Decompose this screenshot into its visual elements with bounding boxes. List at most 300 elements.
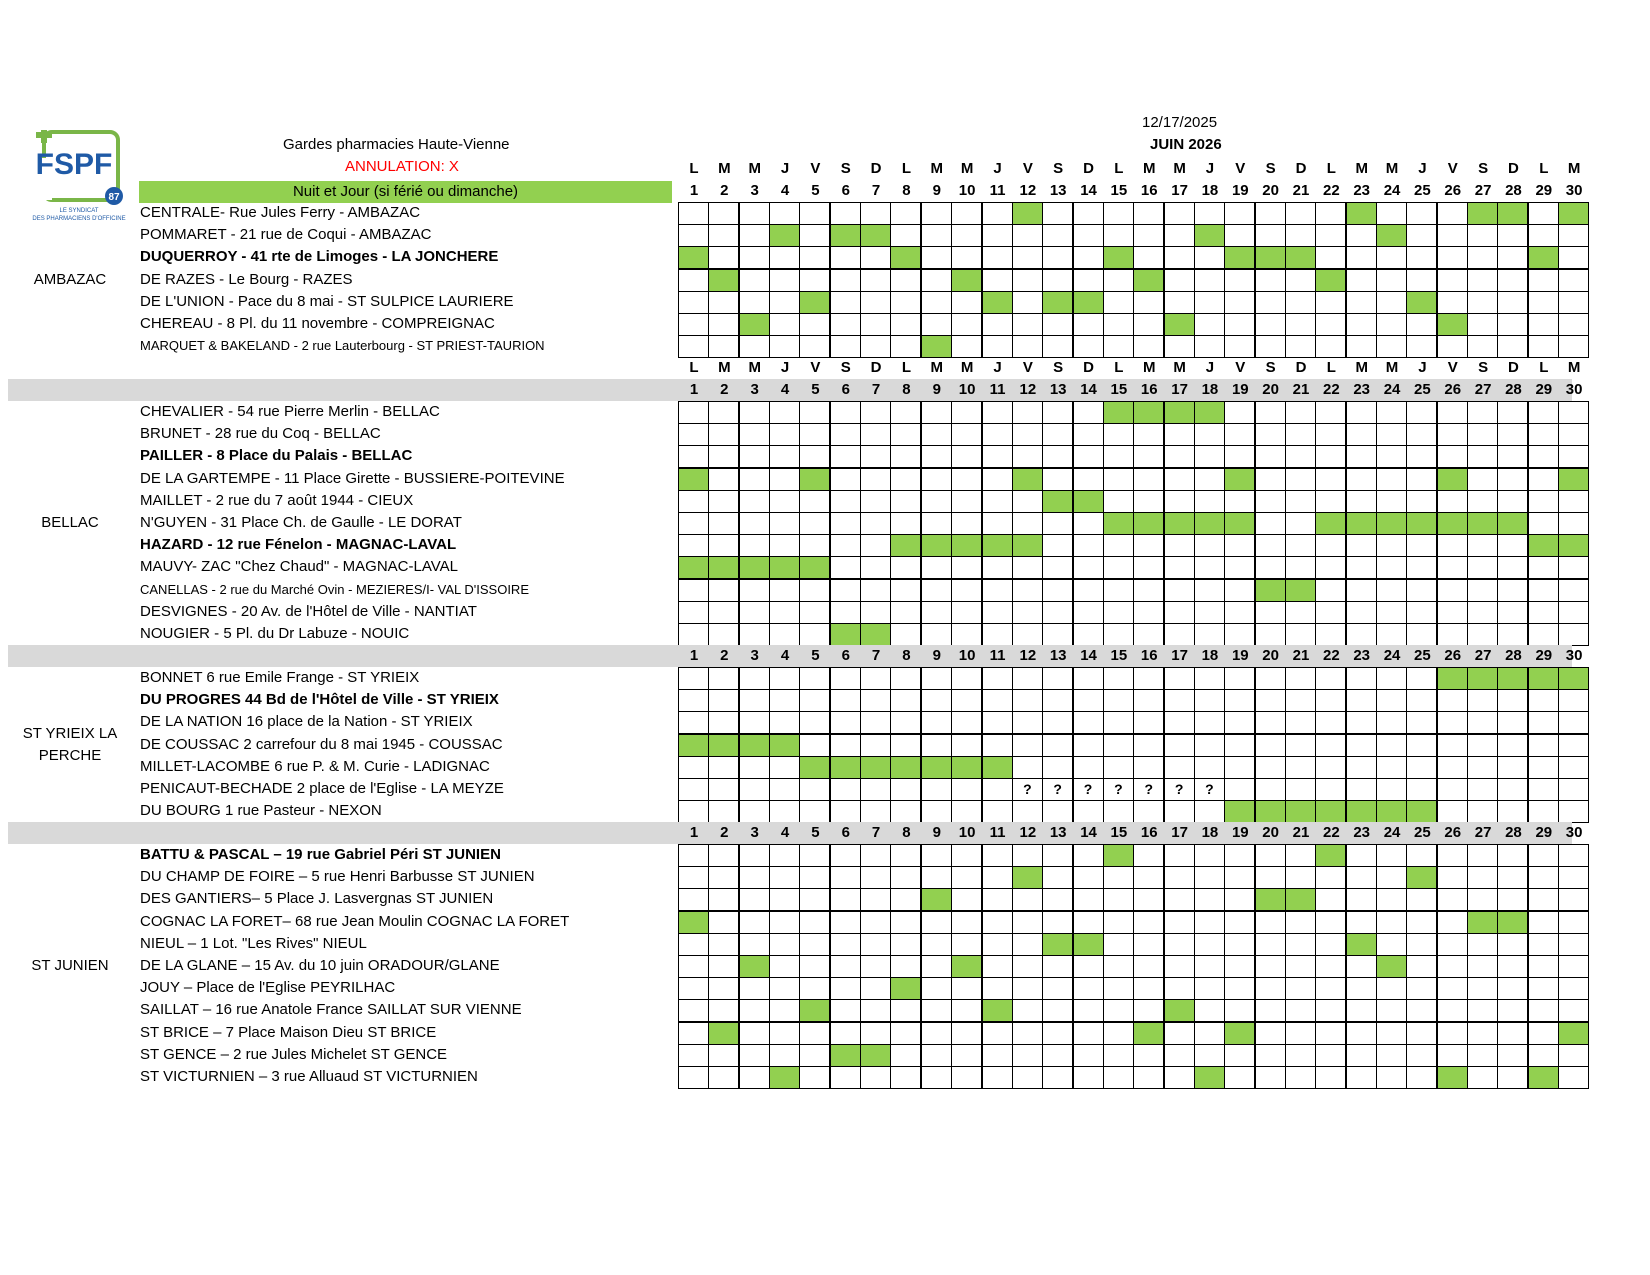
schedule-cell [1315, 734, 1346, 757]
schedule-cell [1255, 933, 1286, 956]
schedule-cell [1346, 888, 1377, 911]
schedule-cell [1133, 623, 1164, 646]
day-header: 23 [1353, 647, 1371, 664]
schedule-cell [860, 933, 891, 956]
schedule-cell [1224, 977, 1255, 1000]
weekday-header: M [748, 160, 761, 177]
weekday-header: L [1539, 359, 1549, 376]
schedule-cell [1285, 778, 1316, 801]
schedule-cell [830, 866, 861, 889]
weekday-header: S [1265, 160, 1276, 177]
schedule-cell [708, 490, 739, 513]
schedule-cell [1103, 977, 1134, 1000]
day-header: 1 [689, 647, 699, 664]
schedule-cell [739, 246, 770, 269]
schedule-cell [708, 734, 739, 757]
schedule-cell [1406, 933, 1437, 956]
schedule-cell [769, 512, 800, 535]
schedule-cell [830, 623, 861, 646]
day-header: 27 [1474, 824, 1492, 841]
schedule-cell [1194, 1022, 1225, 1045]
schedule-cell [1406, 1022, 1437, 1045]
schedule-cell [890, 1022, 921, 1045]
schedule-cell [1103, 269, 1134, 292]
schedule-cell [1103, 401, 1134, 424]
schedule-cell [1437, 844, 1468, 867]
schedule-cell [1315, 1022, 1346, 1045]
schedule-cell [708, 667, 739, 690]
schedule-cell [982, 888, 1013, 911]
schedule-cell [1528, 911, 1559, 934]
schedule-cell [1315, 556, 1346, 579]
schedule-cell [982, 734, 1013, 757]
schedule-cell [1255, 601, 1286, 624]
schedule-cell [1406, 534, 1437, 557]
schedule-cell [739, 623, 770, 646]
schedule-cell [1376, 601, 1407, 624]
day-header: 13 [1049, 647, 1067, 664]
schedule-cell [678, 556, 709, 579]
day-header: 27 [1474, 381, 1492, 398]
day-header: 11 [989, 824, 1006, 841]
schedule-cell [708, 534, 739, 557]
schedule-cell [1285, 623, 1316, 646]
schedule-cell [890, 534, 921, 557]
schedule-cell [830, 512, 861, 535]
schedule-cell [1376, 291, 1407, 314]
schedule-cell [769, 202, 800, 225]
schedule-cell [799, 711, 830, 734]
schedule-cell [799, 601, 830, 624]
schedule-cell [1194, 534, 1225, 557]
schedule-cell [1285, 246, 1316, 269]
edition-date: 12/17/2025 [1142, 114, 1218, 131]
pharmacy-name: N'GUYEN - 31 Place Ch. de Gaulle - LE DORAT [140, 514, 462, 531]
schedule-cell [1497, 955, 1528, 978]
schedule-cell [1103, 601, 1134, 624]
schedule-cell [921, 1022, 952, 1045]
schedule-cell [1103, 689, 1134, 712]
schedule-cell [1376, 490, 1407, 513]
schedule-cell [1346, 335, 1377, 358]
schedule-cell [860, 911, 891, 934]
schedule-cell [830, 689, 861, 712]
schedule-cell [1406, 269, 1437, 292]
schedule-cell [1558, 490, 1589, 513]
pharmacy-name: DE LA GLANE – 15 Av. du 10 juin ORADOUR/GLANE [140, 957, 500, 974]
schedule-cell [799, 844, 830, 867]
schedule-cell [1164, 1022, 1195, 1045]
weekday-header: D [1295, 359, 1307, 376]
schedule-cell [1224, 423, 1255, 446]
schedule-cell [890, 224, 921, 247]
schedule-cell [1255, 623, 1286, 646]
schedule-cell [1285, 269, 1316, 292]
schedule-cell [678, 711, 709, 734]
weekday-header: M [1567, 359, 1581, 376]
schedule-cell [1528, 1066, 1559, 1089]
schedule-cell [830, 335, 861, 358]
schedule-cell [1558, 313, 1589, 336]
day-header: 10 [958, 381, 976, 398]
schedule-cell [1467, 800, 1498, 823]
schedule-cell [1346, 468, 1377, 491]
schedule-cell [1315, 999, 1346, 1022]
schedule-cell [860, 955, 891, 978]
schedule-cell [860, 689, 891, 712]
schedule-cell [1406, 800, 1437, 823]
day-header: 15 [1110, 182, 1128, 199]
schedule-cell [860, 756, 891, 779]
schedule-cell [1346, 667, 1377, 690]
schedule-cell [1376, 888, 1407, 911]
schedule-cell [860, 313, 891, 336]
schedule-cell [678, 844, 709, 867]
schedule-cell [1497, 445, 1528, 468]
day-header: 18 [1201, 824, 1219, 841]
pharmacy-name: SAILLAT – 16 rue Anatole France SAILLAT SUR VIENNE [140, 1001, 522, 1019]
schedule-cell [799, 246, 830, 269]
schedule-cell [1346, 202, 1377, 225]
schedule-cell [1406, 711, 1437, 734]
schedule-cell [890, 269, 921, 292]
schedule-cell [1224, 911, 1255, 934]
schedule-cell [860, 202, 891, 225]
schedule-cell [1467, 490, 1498, 513]
schedule-cell [1133, 977, 1164, 1000]
schedule-cell [921, 202, 952, 225]
schedule-cell [1528, 623, 1559, 646]
schedule-cell [1406, 888, 1437, 911]
pharmacy-name: JOUY – Place de l'Eglise PEYRILHAC [140, 979, 396, 997]
day-header: 27 [1474, 182, 1492, 199]
schedule-cell [1012, 1022, 1043, 1045]
schedule-cell [1133, 711, 1164, 734]
schedule-cell [1255, 1044, 1286, 1067]
schedule-cell [890, 977, 921, 1000]
schedule-cell [1437, 1022, 1468, 1045]
day-header: 24 [1383, 381, 1401, 398]
weekday-header: L [1326, 160, 1336, 177]
schedule-cell [1073, 445, 1104, 468]
schedule-cell [982, 689, 1013, 712]
schedule-cell [1255, 1022, 1286, 1045]
schedule-cell [1042, 401, 1073, 424]
schedule-cell [1315, 911, 1346, 934]
schedule-cell [1497, 490, 1528, 513]
schedule-cell [1133, 756, 1164, 779]
schedule-cell [1255, 556, 1286, 579]
schedule-cell [708, 1066, 739, 1089]
schedule-cell [1133, 689, 1164, 712]
day-header: 2 [720, 647, 729, 664]
schedule-cell [739, 512, 770, 535]
schedule-cell [1528, 335, 1559, 358]
schedule-cell [1103, 335, 1134, 358]
schedule-cell [1315, 579, 1346, 602]
schedule-cell [1042, 756, 1073, 779]
schedule-cell [739, 689, 770, 712]
schedule-cell [739, 423, 770, 446]
schedule-cell [1376, 534, 1407, 557]
schedule-cell [1012, 246, 1043, 269]
schedule-cell [799, 734, 830, 757]
schedule-cell [708, 800, 739, 823]
day-header: 13 [1049, 182, 1067, 199]
schedule-cell [678, 423, 709, 446]
schedule-cell [678, 888, 709, 911]
schedule-cell [1528, 556, 1559, 579]
day-header: 8 [902, 182, 911, 199]
schedule-cell [1376, 579, 1407, 602]
schedule-cell [1315, 269, 1346, 292]
schedule-cell [1528, 202, 1559, 225]
schedule-cell [1012, 866, 1043, 889]
schedule-cell [678, 999, 709, 1022]
day-header: 10 [958, 647, 976, 664]
schedule-cell [1042, 490, 1073, 513]
schedule-cell [1103, 911, 1134, 934]
schedule-cell [1103, 734, 1134, 757]
weekday-header: V [1022, 160, 1033, 177]
schedule-cell [1497, 933, 1528, 956]
schedule-cell [1042, 933, 1073, 956]
schedule-cell [1315, 1066, 1346, 1089]
schedule-cell [1042, 1044, 1073, 1067]
schedule-cell [1224, 1044, 1255, 1067]
schedule-cell [1528, 1044, 1559, 1067]
schedule-cell [1255, 800, 1286, 823]
schedule-cell [1103, 888, 1134, 911]
schedule-cell [982, 667, 1013, 690]
schedule-cell [1558, 911, 1589, 934]
schedule-cell [799, 756, 830, 779]
pharmacy-name: ST GENCE – 2 rue Jules Michelet ST GENCE [140, 1045, 448, 1063]
schedule-cell [1164, 291, 1195, 314]
schedule-cell [708, 556, 739, 579]
schedule-cell [1346, 291, 1377, 314]
schedule-cell [890, 933, 921, 956]
schedule-cell [1437, 291, 1468, 314]
schedule-cell [739, 778, 770, 801]
schedule-cell [830, 401, 861, 424]
schedule-cell [678, 445, 709, 468]
schedule-cell [1012, 534, 1043, 557]
schedule-cell [1376, 335, 1407, 358]
schedule-cell [1194, 844, 1225, 867]
pharmacy-name: DUQUERROY - 41 rte de Limoges - LA JONCHERE [140, 248, 499, 266]
schedule-cell [1346, 313, 1377, 336]
schedule-cell [1467, 291, 1498, 314]
schedule-cell [921, 512, 952, 535]
schedule-cell [1224, 468, 1255, 491]
schedule-cell [890, 844, 921, 867]
schedule-cell [708, 756, 739, 779]
schedule-cell [1406, 579, 1437, 602]
day-header: 6 [841, 824, 850, 841]
schedule-cell [1558, 778, 1589, 801]
day-header: 19 [1231, 824, 1249, 841]
schedule-cell: ? [1012, 778, 1043, 801]
schedule-cell [1406, 512, 1437, 535]
pharmacy-name: PENICAUT-BECHADE 2 place de l'Eglise - LA MEYZE [140, 780, 504, 797]
schedule-cell [1164, 623, 1195, 646]
schedule-cell [1194, 313, 1225, 336]
schedule-cell [1133, 888, 1164, 911]
schedule-cell [1528, 601, 1559, 624]
schedule-cell [769, 601, 800, 624]
schedule-cell [1012, 401, 1043, 424]
weekday-header: M [1385, 160, 1399, 177]
schedule-cell [1103, 844, 1134, 867]
schedule-cell [860, 999, 891, 1022]
day-header: 16 [1140, 647, 1158, 664]
schedule-cell [1133, 800, 1164, 823]
schedule-cell [1467, 401, 1498, 424]
schedule-cell [1255, 689, 1286, 712]
weekday-header: D [1083, 359, 1094, 376]
schedule-cell [769, 1022, 800, 1045]
schedule-cell [1194, 490, 1225, 513]
schedule-cell [1497, 711, 1528, 734]
schedule-cell [769, 1044, 800, 1067]
day-header: 23 [1353, 182, 1371, 199]
schedule-cell [1224, 579, 1255, 602]
schedule-cell [1467, 335, 1498, 358]
schedule-cell [1285, 534, 1316, 557]
schedule-cell [1558, 689, 1589, 712]
schedule-cell [890, 579, 921, 602]
schedule-cell [1376, 866, 1407, 889]
schedule-cell [1528, 844, 1559, 867]
schedule-cell [1255, 512, 1286, 535]
schedule-cell [739, 866, 770, 889]
schedule-cell [799, 667, 830, 690]
schedule-cell [1558, 623, 1589, 646]
schedule-cell [1285, 756, 1316, 779]
pharmacy-name: DE COUSSAC 2 carrefour du 8 mai 1945 - COUSSAC [140, 735, 503, 753]
pharmacy-name: ST BRICE – 7 Place Maison Dieu ST BRICE [140, 1023, 437, 1041]
schedule-cell [1012, 756, 1043, 779]
schedule-cell [890, 888, 921, 911]
schedule-cell [1376, 269, 1407, 292]
schedule-cell [1164, 999, 1195, 1022]
schedule-cell [1255, 313, 1286, 336]
schedule-cell [1012, 977, 1043, 1000]
day-header: 20 [1262, 824, 1279, 841]
day-header: 4 [780, 381, 790, 398]
schedule-cell [1285, 556, 1316, 579]
schedule-cell [1467, 556, 1498, 579]
schedule-cell [1042, 734, 1073, 757]
schedule-cell [830, 534, 861, 557]
schedule-cell [1406, 313, 1437, 336]
schedule-cell [951, 423, 982, 446]
schedule-cell [1194, 556, 1225, 579]
schedule-cell [1042, 512, 1073, 535]
schedule-cell [1285, 689, 1316, 712]
schedule-cell [1042, 866, 1073, 889]
schedule-cell [1285, 1044, 1316, 1067]
weekday-header: M [930, 359, 944, 376]
day-header: 14 [1080, 647, 1097, 664]
day-header: 18 [1201, 381, 1219, 398]
schedule-cell [1315, 490, 1346, 513]
weekday-header: S [1478, 359, 1489, 376]
day-header: 22 [1323, 381, 1340, 398]
schedule-cell [860, 866, 891, 889]
schedule-cell [1528, 224, 1559, 247]
schedule-cell [1224, 756, 1255, 779]
schedule-cell [951, 1066, 982, 1089]
schedule-cell [1164, 689, 1195, 712]
schedule-cell [1315, 423, 1346, 446]
schedule-cell [799, 202, 830, 225]
schedule-cell [1497, 1066, 1528, 1089]
schedule-cell [678, 800, 709, 823]
schedule-cell [708, 601, 739, 624]
schedule-cell [1285, 955, 1316, 978]
day-header: 27 [1474, 647, 1492, 664]
schedule-cell [1133, 202, 1164, 225]
schedule-cell [1528, 933, 1559, 956]
schedule-cell [951, 933, 982, 956]
schedule-cell [1224, 224, 1255, 247]
schedule-cell [1346, 999, 1377, 1022]
schedule-cell [1346, 556, 1377, 579]
schedule-cell [739, 911, 770, 934]
schedule-cell [1467, 468, 1498, 491]
schedule-cell [1224, 888, 1255, 911]
schedule-cell [1012, 1066, 1043, 1089]
schedule-cell [799, 778, 830, 801]
weekday-header: M [960, 359, 974, 376]
schedule-cell [1528, 866, 1559, 889]
schedule-cell [1376, 313, 1407, 336]
schedule-cell [1346, 711, 1377, 734]
schedule-cell [1315, 778, 1346, 801]
schedule-cell [1406, 401, 1437, 424]
schedule-cell [1285, 601, 1316, 624]
schedule-cell [1194, 246, 1225, 269]
weekday-header: J [1418, 359, 1427, 376]
schedule-cell [1467, 1066, 1498, 1089]
group-name: ST YRIEIX LA PERCHE [22, 724, 118, 764]
schedule-cell [769, 445, 800, 468]
schedule-cell [1528, 955, 1559, 978]
schedule-cell [1437, 556, 1468, 579]
day-header: 2 [720, 381, 729, 398]
schedule-cell [1558, 423, 1589, 446]
schedule-cell [1467, 1022, 1498, 1045]
schedule-cell [982, 423, 1013, 446]
schedule-cell [1467, 866, 1498, 889]
schedule-cell [951, 1044, 982, 1067]
weekday-header: L [689, 160, 699, 177]
schedule-cell [1437, 202, 1468, 225]
schedule-cell [769, 711, 800, 734]
schedule-cell [1467, 1044, 1498, 1067]
schedule-cell [1437, 468, 1468, 491]
schedule-cell [1103, 711, 1134, 734]
schedule-cell [1497, 579, 1528, 602]
schedule-cell [708, 512, 739, 535]
schedule-cell [830, 445, 861, 468]
day-header: 22 [1323, 182, 1340, 199]
schedule-cell [1285, 1066, 1316, 1089]
schedule-cell [1346, 844, 1377, 867]
schedule-cell [799, 291, 830, 314]
